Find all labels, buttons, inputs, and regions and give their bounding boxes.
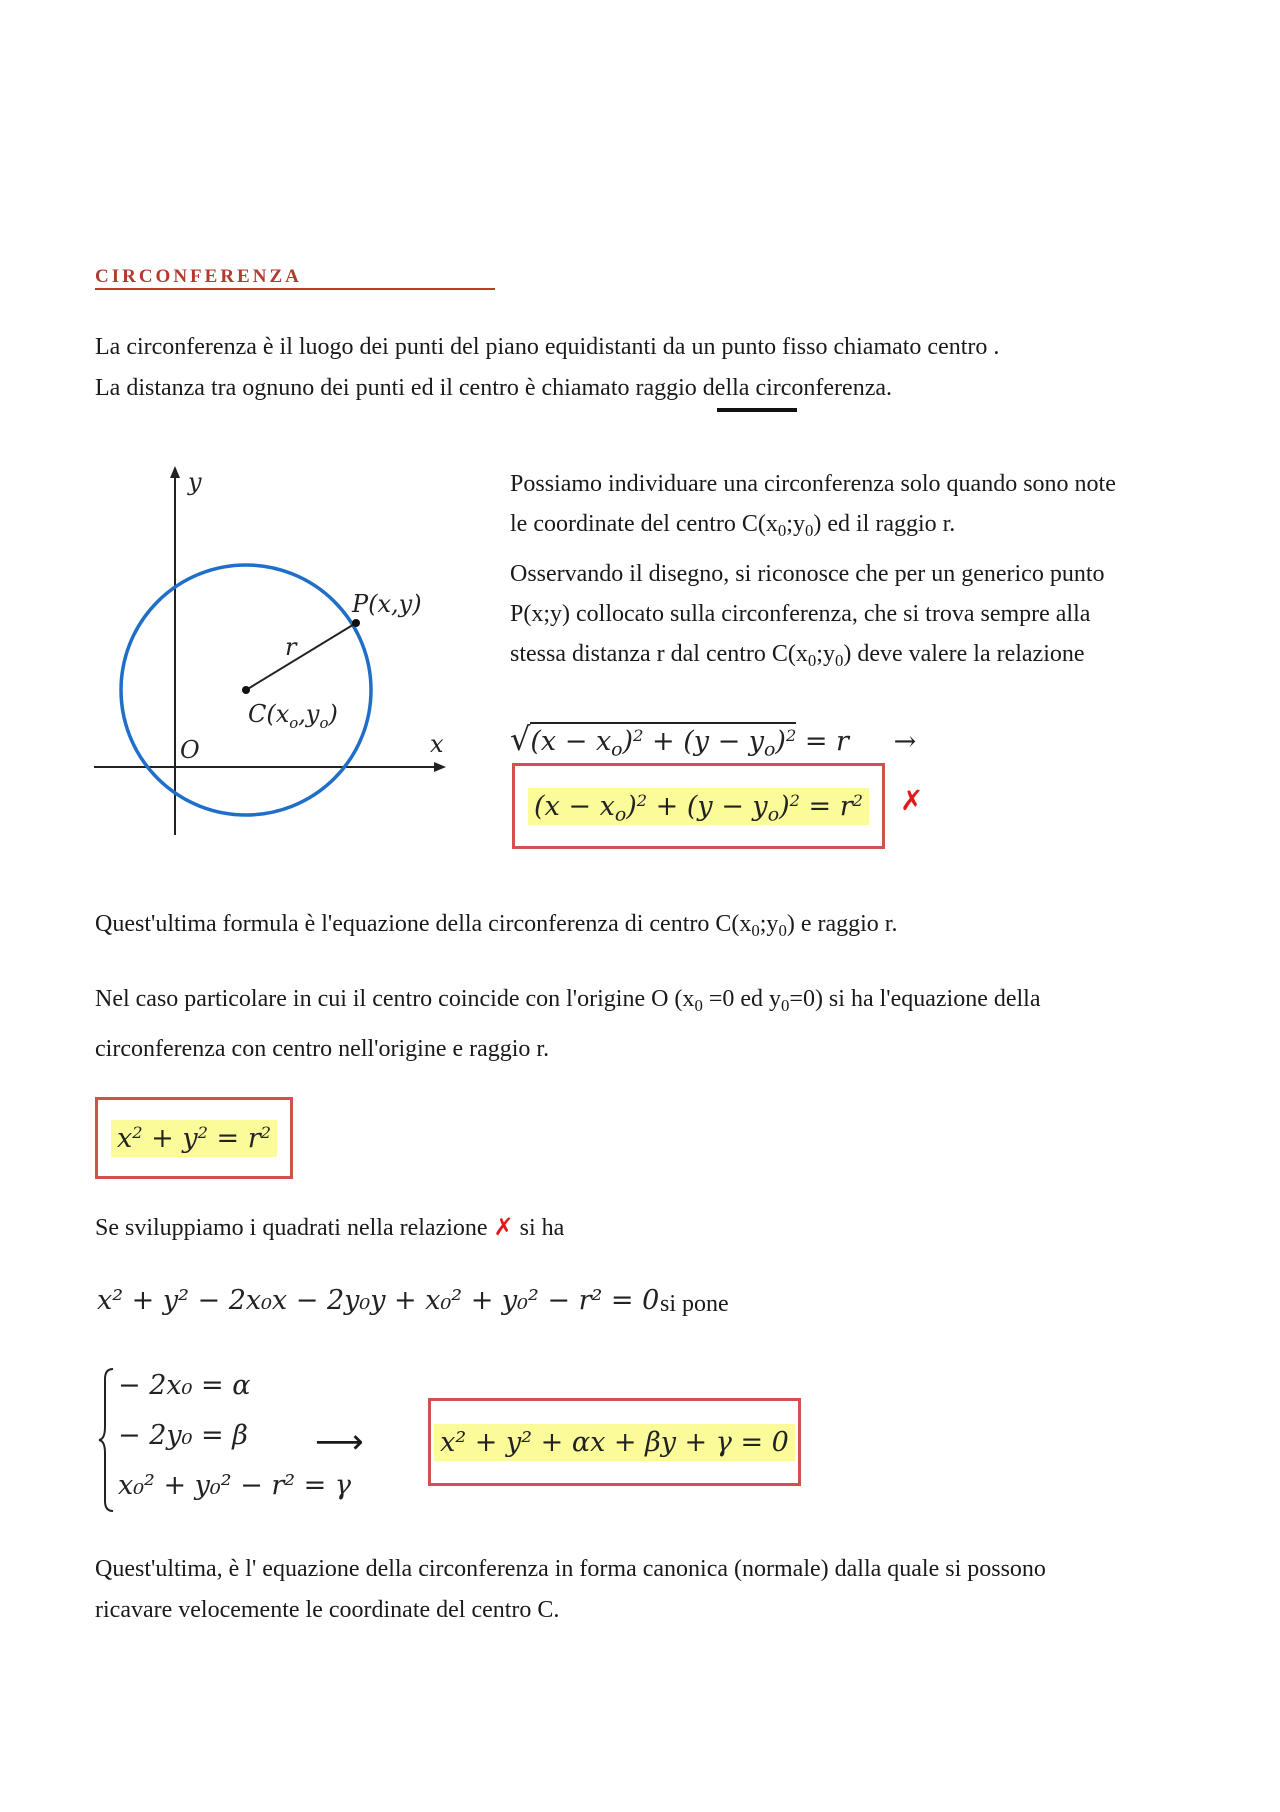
right-p1-line-2: le coordinate del centro $C(x_0;y_0)$ ed il raggio r. — [510, 511, 956, 541]
right-p2-line-2: P(x;y) collocato sulla circonferenza, che si trova sempre alla — [510, 601, 1091, 627]
long-arrow-icon: ⟶ — [315, 1422, 364, 1462]
intro-line-2-end: della circonferenza. — [696, 375, 892, 401]
intro-line-2-text: La distanza tra ognuno dei punti ed il centro è chiamato — [95, 375, 636, 401]
section-title: CIRCONFERENZA — [95, 266, 302, 287]
intro-line-1: La circonferenza è il luogo dei punti del piano equidistanti da un punto fisso chiamato centro . — [95, 334, 1000, 360]
term-raggio: raggio — [635, 375, 697, 401]
right-p2-line-3: stessa distanza r dal centro $C(x_0;y_0)$ deve valere la relazione — [510, 641, 1085, 671]
system-row-3: x₀² + y₀² − r² = γ — [118, 1470, 352, 1501]
point-p — [352, 619, 360, 627]
right-p1-line-1: Possiamo individuare una circonferenza solo quando sono note — [510, 471, 1116, 497]
equation-origin: $x^2 + y^2 = r^2$ — [111, 1120, 277, 1157]
origin-label: O — [180, 736, 200, 764]
equation-general: $(x - x_o)^2 + (y - y_o)^2 = r^2$ — [528, 788, 869, 825]
sqrt-formula: $√(x - x_o)^2 + (y - y_o)^2 = r$ → — [510, 720, 917, 761]
system-row-2: − 2y₀ = β — [118, 1420, 248, 1451]
point-p-label: P(x,y) — [352, 590, 422, 618]
paragraph-origin-line-2: circonferenza con centro nell'origine e raggio r. — [95, 1036, 550, 1062]
title-underline — [95, 288, 495, 290]
system-row-1: − 2x₀ = α — [118, 1370, 251, 1401]
equation-expanded: x² + y² − 2x₀x − 2y₀y + x₀² + y₀² − r² = 0 — [97, 1285, 660, 1316]
equation-box-origin — [95, 1097, 293, 1179]
center-point — [242, 686, 250, 694]
y-axis-arrow-icon — [170, 466, 180, 478]
conclusion-line-2: ricavare velocemente le coordinate del centro C. — [95, 1597, 560, 1623]
raggio-underline — [717, 408, 797, 412]
right-arrow-icon: → — [893, 726, 917, 757]
cross-mark-icon: ✗ — [900, 784, 924, 817]
paragraph-origin-line-1: Nel caso particolare in cui il centro coincide con l'origine O ($x_0 =0$ ed $y_0=0$) si ha l'equazione della — [95, 986, 1041, 1016]
radius-label: r — [285, 633, 297, 661]
x-axis-arrow-icon — [434, 762, 446, 772]
equation-box-general — [512, 763, 885, 849]
center-label: $C(x_o,y_o)$ — [248, 700, 338, 732]
right-p2-line-1: Osservando il disegno, si riconosce che per un generico punto — [510, 561, 1105, 587]
system-brace-icon — [97, 1365, 117, 1515]
sqrt-icon: √ — [510, 720, 531, 758]
conclusion-line-1: Quest'ultima, è l' equazione della circonferenza in forma canonica (normale) dalla quale si possono — [95, 1556, 1046, 1582]
circle-figure — [88, 460, 458, 840]
cross-mark-ref-icon: ✗ — [493, 1213, 514, 1241]
equation-box-canonical — [428, 1398, 801, 1486]
equation-canonical: x² + y² + αx + βy + γ = 0 — [434, 1424, 795, 1461]
si-pone-label: si pone — [660, 1291, 729, 1317]
x-axis-label: x — [430, 730, 444, 758]
paragraph-develop: Se sviluppiamo i quadrati nella relazione ✗ si ha — [95, 1213, 565, 1241]
intro-line-2 — [95, 374, 892, 402]
radius-line — [246, 623, 356, 690]
y-axis-label: y — [188, 468, 202, 496]
paragraph-equation: Quest'ultima formula è l'equazione della circonferenza di centro $C(x_0;y_0)$ e raggio r. — [95, 911, 898, 941]
